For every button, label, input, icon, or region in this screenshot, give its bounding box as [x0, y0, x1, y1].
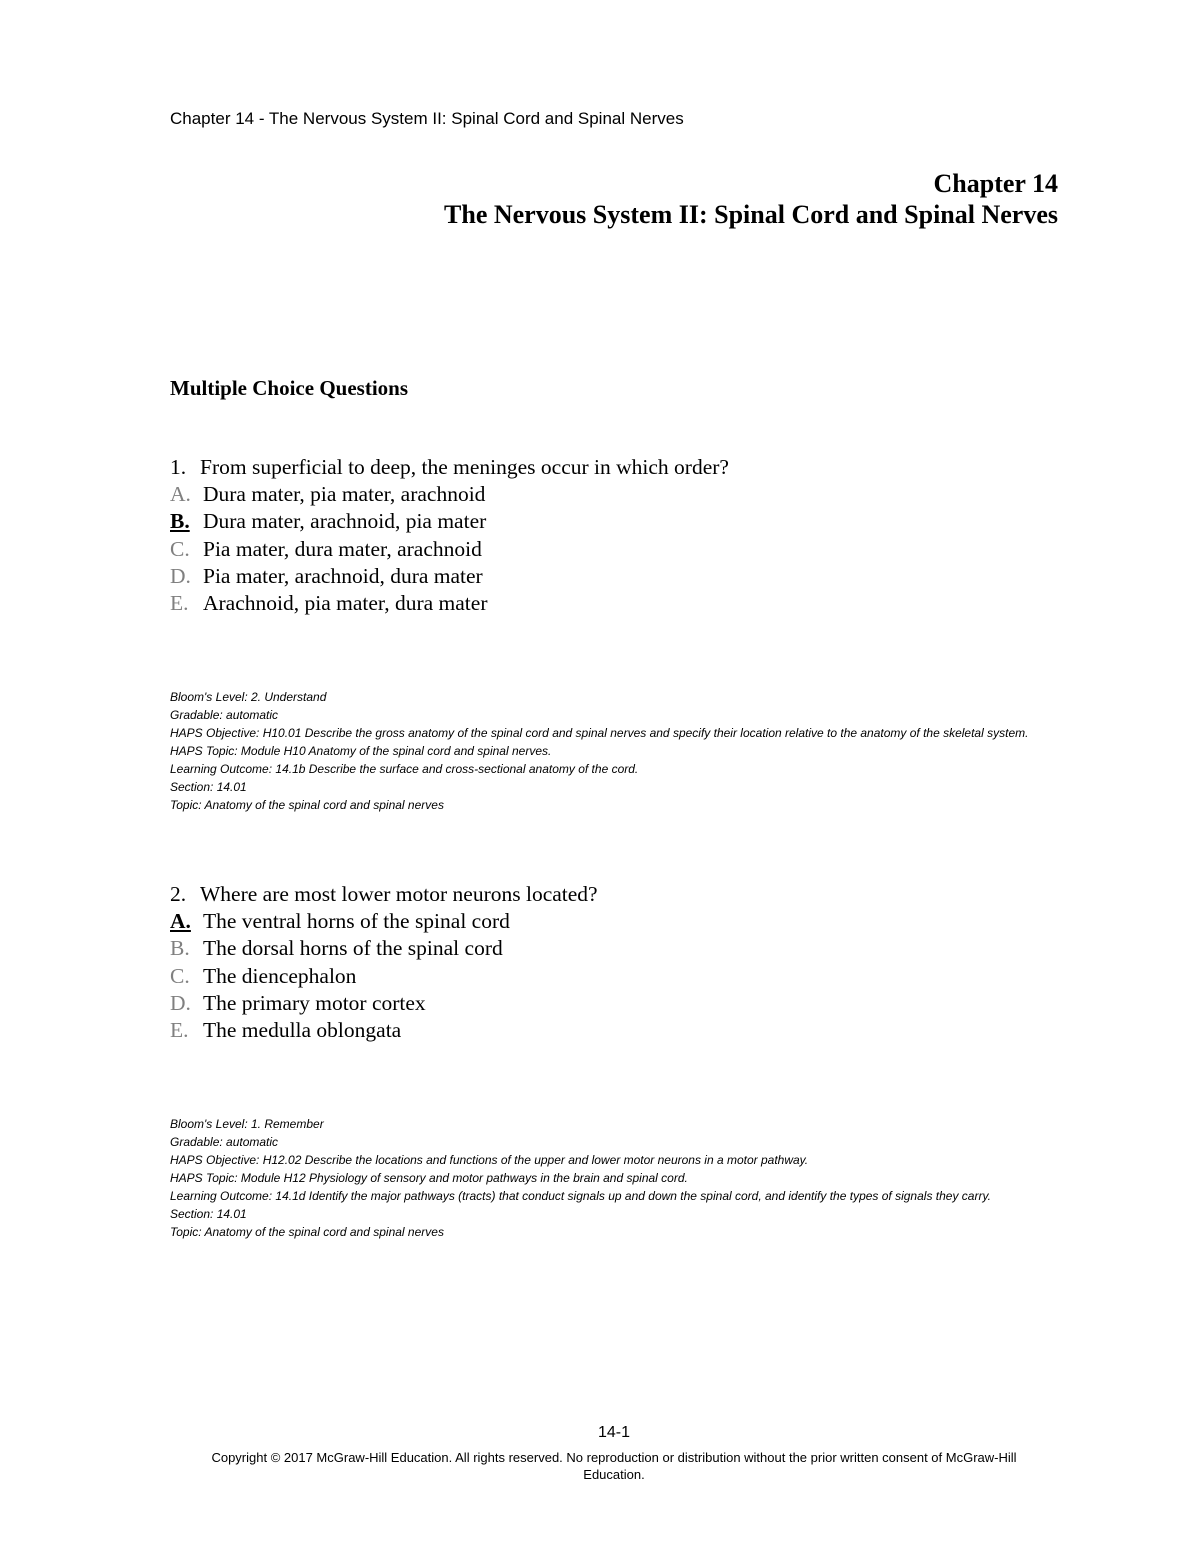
question-text: From superficial to deep, the meninges occur in which order? — [200, 455, 729, 479]
option-letter: B. — [170, 936, 190, 961]
question-1-metadata — [170, 688, 1060, 814]
option-a-correct — [170, 908, 598, 935]
option-letter: D. — [170, 563, 191, 588]
question-1 — [170, 454, 729, 617]
option-letter: A. — [170, 909, 191, 934]
page-footer — [0, 1423, 1200, 1483]
question-number: 1. — [170, 455, 187, 479]
copyright-notice: Copyright © 2017 McGraw-Hill Education. All rights reserved. No reproduction or distribution without the prior written consent of McGraw-Hill Education. — [211, 1450, 1017, 1482]
option-text: The medulla oblongata — [203, 1018, 402, 1043]
question-stem — [170, 454, 729, 481]
option-letter: E. — [170, 1018, 189, 1043]
haps-topic: HAPS Topic: Module H12 Physiology of sensory and motor pathways in the brain and spinal cord. — [170, 1171, 688, 1185]
chapter-subtitle: The Nervous System II: Spinal Cord and Spinal Nerves — [444, 200, 1058, 229]
gradable: Gradable: automatic — [170, 708, 279, 722]
option-d — [170, 563, 729, 590]
option-text: Arachnoid, pia mater, dura mater — [203, 591, 488, 616]
option-text: The diencephalon — [203, 963, 357, 988]
option-text: The primary motor cortex — [203, 990, 426, 1015]
gradable: Gradable: automatic — [170, 1135, 279, 1149]
option-b — [170, 935, 598, 962]
option-a — [170, 481, 729, 508]
option-text: The dorsal horns of the spinal cord — [203, 936, 503, 961]
option-letter: A. — [170, 482, 191, 507]
question-number: 2. — [170, 882, 187, 906]
haps-topic: HAPS Topic: Module H10 Anatomy of the spinal cord and spinal nerves. — [170, 744, 552, 758]
topic: Topic: Anatomy of the spinal cord and spinal nerves — [170, 798, 444, 812]
question-stem — [170, 881, 598, 908]
option-text: Pia mater, arachnoid, dura mater — [203, 563, 483, 588]
chapter-number: Chapter 14 — [933, 169, 1058, 198]
option-letter: C. — [170, 536, 190, 561]
option-text: The ventral horns of the spinal cord — [203, 909, 510, 934]
section-heading: Multiple Choice Questions — [170, 376, 409, 400]
option-letter: C. — [170, 963, 190, 988]
option-text: Pia mater, dura mater, arachnoid — [203, 536, 482, 561]
section: Section: 14.01 — [170, 1207, 247, 1221]
blooms-level: Bloom's Level: 1. Remember — [170, 1117, 324, 1131]
option-d — [170, 990, 598, 1017]
learning-outcome: Learning Outcome: 14.1b Describe the surface and cross-sectional anatomy of the cord. — [170, 762, 639, 776]
question-2-metadata — [170, 1115, 1060, 1241]
question-2 — [170, 881, 598, 1044]
option-c — [170, 536, 729, 563]
option-b-correct — [170, 508, 729, 535]
question-text: Where are most lower motor neurons located? — [200, 882, 598, 906]
haps-objective: HAPS Objective: H10.01 Describe the gross anatomy of the spinal cord and spinal nerves and specify their location relative to the anatomy of the skeletal system. — [170, 726, 1029, 740]
option-c — [170, 963, 598, 990]
section: Section: 14.01 — [170, 780, 247, 794]
option-text: Dura mater, pia mater, arachnoid — [203, 482, 486, 507]
option-letter: B. — [170, 509, 190, 534]
blooms-level: Bloom's Level: 2. Understand — [170, 690, 327, 704]
option-text: Dura mater, arachnoid, pia mater — [203, 509, 487, 534]
option-letter: E. — [170, 591, 189, 616]
option-e — [170, 590, 729, 617]
option-e — [170, 1017, 598, 1044]
option-letter: D. — [170, 990, 191, 1015]
page-number: 14-1 — [597, 1424, 631, 1441]
haps-objective: HAPS Objective: H12.02 Describe the locations and functions of the upper and lower motor neurons in a motor pathway. — [170, 1153, 809, 1167]
learning-outcome: Learning Outcome: 14.1d Identify the major pathways (tracts) that conduct signals up and down the spinal cord, and identify the types of signals they carry. — [170, 1189, 991, 1203]
running-header: Chapter 14 - The Nervous System II: Spinal Cord and Spinal Nerves — [170, 109, 684, 128]
topic: Topic: Anatomy of the spinal cord and spinal nerves — [170, 1225, 444, 1239]
chapter-title — [444, 168, 1058, 230]
